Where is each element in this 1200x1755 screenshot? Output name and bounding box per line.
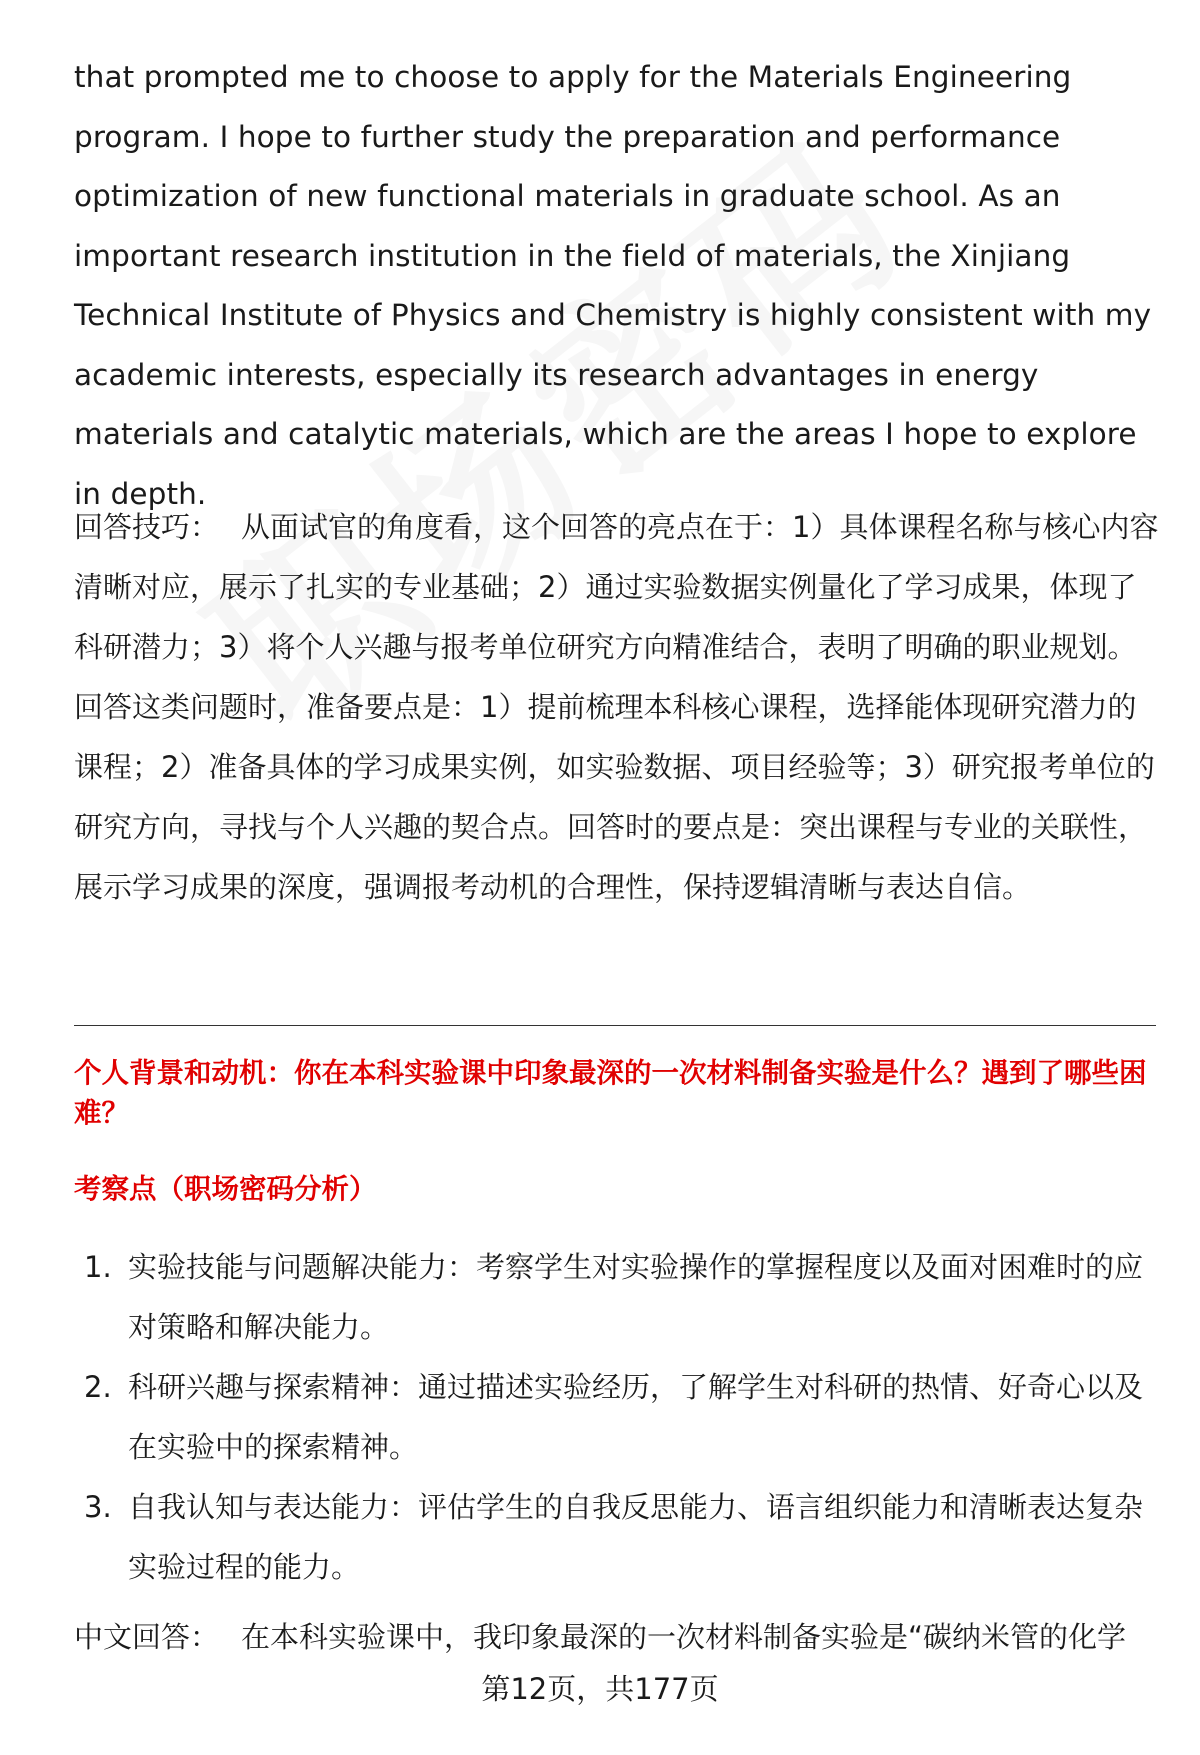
section-divider xyxy=(74,1025,1156,1026)
list-item-text: 科研兴趣与探索精神：通过描述实验经历，了解学生对科研的热情、好奇心以及在实验中的探索精神。 xyxy=(128,1370,1144,1464)
list-item-number: 1. xyxy=(84,1250,112,1284)
answer-tips-text: 从面试官的角度看，这个回答的亮点在于：1）具体课程名称与核心内容清晰对应，展示了扎实的专业基础；2）通过实验数据实例量化了学习成果，体现了科研潜力；3）将个人兴趣与报考单位研究方向精准结合，表明了明确的职业规划。回答这类问题时，准备要点是：1）提前梳理本科核心课程，选择能体现研究潜力的课程；2）准备具体的学习成果实例，如实验数据、项目经验等；3）研究报考单位的研究方向，寻找与个人兴趣的契合点。回答时的要点是：突出课程与专业的关联性，展示学习成果的深度，强调报考动机的合理性，保持逻辑清晰与表达自信。 xyxy=(74,510,1159,904)
chinese-answer-label: 中文回答： xyxy=(74,1620,220,1654)
list-item xyxy=(74,1357,1164,1477)
page-number-footer: 第12页，共177页 xyxy=(481,1672,719,1706)
list-item xyxy=(74,1477,1164,1597)
list-item xyxy=(74,1237,1164,1357)
english-paragraph: that prompted me to choose to apply for the Materials Engineering program. I hope to further study the preparation and performance optimization of new functional materials in graduate school. As an important research institution in the field of materials, the Xinjiang Technical Institute of Physics and Chemistry is highly consistent with my academic interests, especially its research advantages in energy materials and catalytic materials, which are the areas I hope to explore in depth. xyxy=(74,60,1152,511)
chinese-answer xyxy=(74,1607,1164,1667)
list-item-number: 2. xyxy=(84,1370,112,1404)
interview-question: 个人背景和动机：你在本科实验课中印象最深的一次材料制备实验是什么？遇到了哪些困难？ xyxy=(74,1057,1147,1129)
answer-tips xyxy=(74,497,1164,917)
assessment-heading: 考察点（职场密码分析） xyxy=(74,1173,377,1205)
chinese-answer-text: 在本科实验课中，我印象最深的一次材料制备实验是“碳纳米管的化学 xyxy=(241,1620,1127,1654)
list-item-text: 实验技能与问题解决能力：考察学生对实验操作的掌握程度以及面对困难时的应对策略和解决能力。 xyxy=(128,1250,1144,1344)
list-item-text: 自我认知与表达能力：评估学生的自我反思能力、语言组织能力和清晰表达复杂实验过程的能力。 xyxy=(128,1490,1144,1584)
answer-tips-label: 回答技巧： xyxy=(74,510,220,544)
assessment-list xyxy=(74,1237,1164,1597)
list-item-number: 3. xyxy=(84,1490,112,1524)
